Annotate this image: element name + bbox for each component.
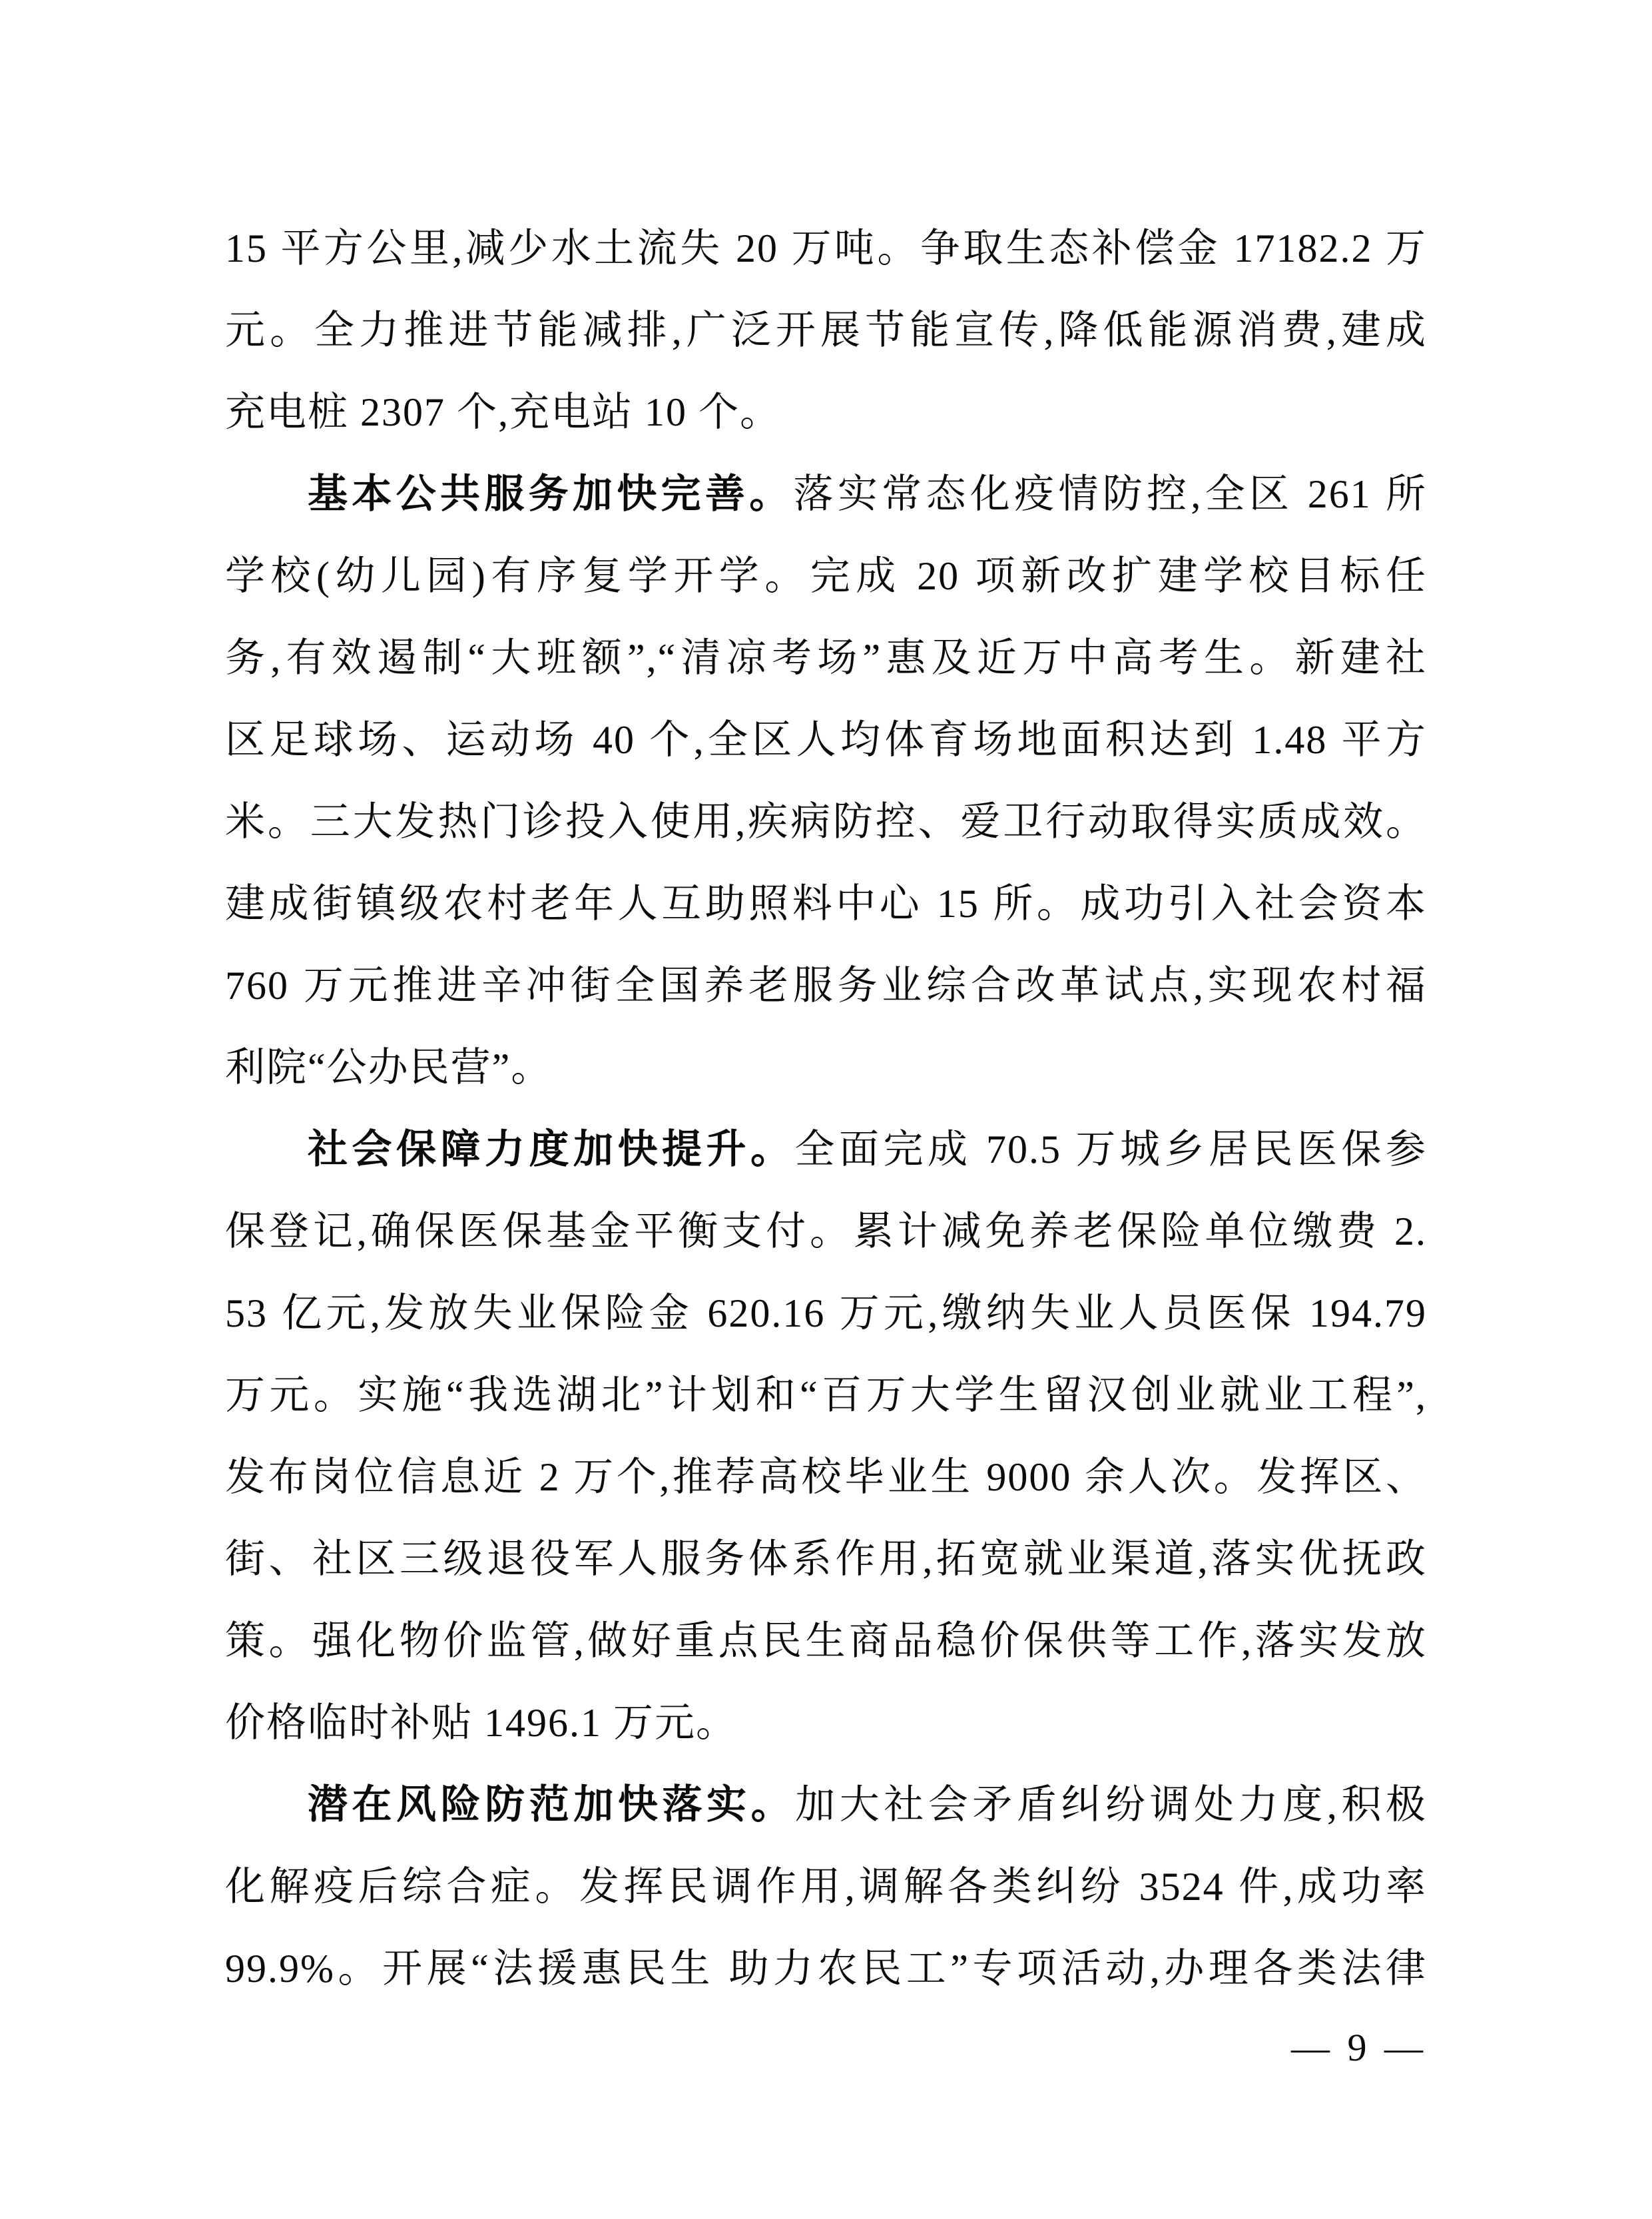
text-line: [225, 1109, 1427, 1191]
text-line: [225, 1600, 1427, 1682]
paragraph-body-text: 区足球场、运动场 40 个,全区人均体育场地面积达到 1.48 平方: [225, 718, 1427, 762]
paragraph-lead-text: 基本公共服务加快完善。: [308, 472, 794, 516]
paragraph-body-text: 米。三大发热门诊投入使用,疾病防控、爱卫行动取得实质成效。: [225, 800, 1427, 844]
text-line: [225, 1682, 1427, 1764]
paragraph-body-text: 15 平方公里,减少水土流失 20 万吨。争取生态补偿金 17182.2 万: [225, 226, 1427, 270]
text-line: [225, 535, 1427, 617]
paragraph-body-text: 利院“公办民营”。: [225, 1046, 553, 1090]
text-line: [225, 454, 1427, 535]
paragraph-body-text: 元。全力推进节能减排,广泛开展节能宣传,降低能源消费,建成: [225, 308, 1427, 352]
paragraph-body-text: 全面完成 70.5 万城乡居民医保参: [794, 1127, 1427, 1171]
paragraph-body-text: 99.9%。开展“法援惠民生 助力农民工”专项活动,办理各类法律: [225, 1947, 1427, 1991]
paragraph-body-text: 务,有效遏制“大班额”,“清凉考场”惠及近万中高考生。新建社: [225, 636, 1427, 680]
text-line: [225, 1764, 1427, 1846]
text-line: [225, 781, 1427, 863]
paragraph-body-text: 策。强化物价监管,做好重点民生商品稳价保供等工作,落实发放: [225, 1619, 1427, 1663]
text-line: [225, 945, 1427, 1027]
paragraph-body-text: 充电桩 2307 个,充电站 10 个。: [225, 390, 781, 434]
paragraph-body-text: 53 亿元,发放失业保险金 620.16 万元,缴纳失业人员医保 194.79: [225, 1291, 1427, 1335]
paragraph-body-text: 学校(幼儿园)有序复学开学。完成 20 项新改扩建学校目标任: [225, 554, 1427, 598]
paragraph-lead-text: 社会保障力度加快提升。: [308, 1127, 795, 1171]
text-line: [225, 1027, 1427, 1109]
text-line: [225, 1273, 1427, 1355]
document-body: [225, 208, 1427, 2010]
paragraph-body-text: 落实常态化疫情防控,全区 261 所: [793, 472, 1428, 516]
paragraph-body-text: 化解疫后综合症。发挥民调作用,调解各类纠纷 3524 件,成功率: [225, 1865, 1427, 1909]
text-line: [225, 1436, 1427, 1518]
paragraph-body-text: 保登记,确保医保基金平衡支付。累计减免养老保险单位缴费 2.: [225, 1209, 1427, 1253]
paragraph-body-text: 街、社区三级退役军人服务体系作用,拓宽就业渠道,落实优抚政: [225, 1537, 1427, 1581]
paragraph-lead-text: 潜在风险防范加快落实。: [308, 1783, 796, 1827]
paragraph-body-text: 发布岗位信息近 2 万个,推荐高校毕业生 9000 余人次。发挥区、: [225, 1455, 1427, 1499]
page-number: — 9 —: [1291, 2026, 1427, 2069]
paragraph-body-text: 加大社会矛盾纠纷调处力度,积极: [795, 1783, 1428, 1827]
text-line: [225, 208, 1427, 290]
text-line: [225, 1846, 1427, 1928]
text-line: [225, 863, 1427, 945]
text-line: [225, 1191, 1427, 1273]
paragraph-body-text: 价格临时补贴 1496.1 万元。: [225, 1701, 737, 1745]
text-line: [225, 372, 1427, 454]
text-line: [225, 1928, 1427, 2010]
text-line: [225, 1518, 1427, 1600]
text-line: [225, 617, 1427, 699]
text-line: [225, 290, 1427, 372]
paragraph-body-text: 建成街镇级农村老年人互助照料中心 15 所。成功引入社会资本: [225, 882, 1427, 926]
text-line: [225, 1355, 1427, 1436]
paragraph-body-text: 760 万元推进辛冲街全国养老服务业综合改革试点,实现农村福: [225, 964, 1427, 1008]
paragraph-body-text: 万元。实施“我选湖北”计划和“百万大学生留汉创业就业工程”,: [225, 1373, 1427, 1417]
text-line: [225, 699, 1427, 781]
